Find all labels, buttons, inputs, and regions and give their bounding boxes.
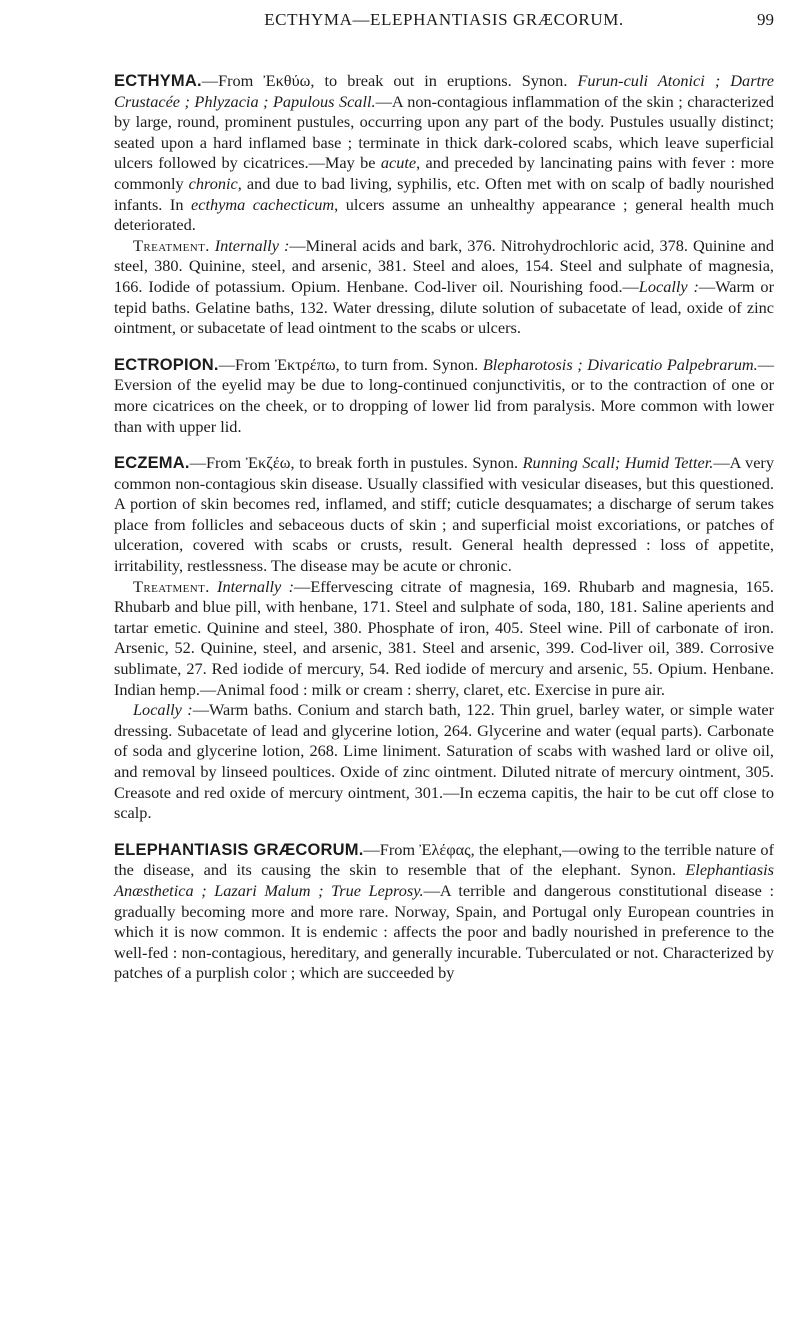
synonyms: Blepharotosis ; Divaricatio Palpebrarum. bbox=[482, 354, 758, 374]
headword: ECTROPION. bbox=[114, 355, 219, 374]
entry-description: ECTHYMA.—From Ἐκθύω, to break out in eruptions. Synon. Furun-culi Atonici ; Dartre Crustacée ; Phlyzacia ; Papulous Scall.—A non-contagious inflammation of the skin ; characterized by large, round, prominent pustules, occurring upon any part of the body. Pustules usually distinct; seated upon a hard inflamed base ; terminate in thick dark-colored scabs, which leave superficial ulcers followed by cicatrices.—May be acute, and preceded by lancinating pains with fever : more commonly chronic, and due to bad living, syphilis, etc. Often met with on scalp of badly nourished infants. In ecthyma cachecticum, ulcers assume an unhealthy appearance ; general health much deteriorated. bbox=[114, 71, 775, 235]
synonyms: Furun-culi Atonici ; Dartre Crustacée ; Phlyzacia ; Papulous Scall. bbox=[114, 71, 775, 111]
entry-description: ECTROPION.—From Ἐκτρέπω, to turn from. Synon. Blepharotosis ; Divaricatio Palpebrarum.—Eversion of the eyelid may be due to long-continued conjunctivitis, or to the contraction of one or more cicatrices on the cheek, or to dropping of lower lid from paralysis. More common with lower than with upper lid. bbox=[114, 354, 774, 436]
headword: ECZEMA. bbox=[114, 454, 190, 473]
synonyms: Running Scall; Humid Tetter. bbox=[522, 453, 714, 473]
headword: ECTHYMA. bbox=[114, 72, 202, 90]
treatment-paragraph: Treatment. Internally :—Effervescing citrate of magnesia, 169. Rhubarb and magnesia, 165. Rhubarb and blue pill, with henbane, 171. Steel and sulphate of soda, 180, 181. Saline aperients and tartar emetic. Quinine and steel, 380. Phosphate of iron, 405. Steel wine. Pill of carbonate of iron. Arsenic, 52. Quinine, steel, and arsenic, 381. Steel and arsenic, 399. Cod-liver oil, 389. Corrosive sublimate, 27. Red iodide of mercury, 54. Red iodide of mercury and arsenic, 55. Opium. Henbane. Indian hemp.—Animal food : milk or cream : sherry, claret, etc. Exercise in pure air. bbox=[114, 576, 774, 699]
page-header bbox=[114, 10, 774, 34]
greek-etymon: Ἐκζέω bbox=[245, 453, 291, 473]
running-head: ECTHYMA—ELEPHANTIASIS GRÆCORUM. bbox=[264, 10, 624, 29]
greek-etymon: Ἐκθύω bbox=[263, 71, 311, 90]
entry-ecthyma bbox=[114, 71, 774, 339]
treatment-label: Treatment. bbox=[133, 235, 210, 255]
local-treatment-paragraph: Locally :—Warm baths. Conium and starch bath, 122. Thin gruel, barley water, or simple water dressing. Subacetate of lead and glycerine lotion, 264. Glycerine and water (equal parts). Carbonate of soda and glycerine lotion, 268. Lime liniment. Saturation of scabs with washed lard or olive oil, and removal by linseed poultices. Oxide of zinc ointment. Diluted nitrate of mercury ointment, 305. Creasote and red oxide of mercury ointment, 301.—In eczema capitis, the hair to be cut off close to scalp. bbox=[114, 700, 775, 823]
entry-ectropion bbox=[114, 355, 774, 437]
entry-description: ECZEMA.—From Ἐκζέω, to break forth in pustules. Synon. Running Scall; Humid Tetter.—A very common non-contagious skin disease. Usually classified with vesicular diseases, but this questioned. A portion of skin becomes red, inflamed, and stiff; cuticle desquamates; a discharge of serum takes place from follicles and sebaceous ducts of skin ; and superficial moist excoriations, or patches of ulceration, covered with scabs or crusts, result. General health depressed : loss of appetite, irritability, restlessness. The disease may be acute or chronic. bbox=[114, 453, 774, 576]
page-number: 99 bbox=[757, 10, 774, 29]
treatment-paragraph: Treatment. Internally :—Mineral acids and bark, 376. Nitrohydrochloric acid, 378. Quinine and steel, 380. Quinine, steel, and arsenic, 381. Steel and aloes, 154. Steel and sulphate of magnesia, 166. Iodide of potassium. Opium. Henbane. Cod-liver oil. Nourishing food.—Locally :—Warm or tepid baths. Gelatine baths, 132. Water dressing, dilute solution of subacetate of lead, oxide of zinc ointment, or subacetate of lead ointment to the scabs or ulcers. bbox=[114, 235, 775, 338]
greek-etymon: Ἐκτρέπω bbox=[274, 354, 336, 374]
greek-etymon: Ἐλέφας bbox=[419, 839, 471, 859]
entry-description: ELEPHANTIASIS GRÆCORUM.—From Ἐλέφας, the elephant,—owing to the terrible nature of the disease, and its causing the skin to resemble that of the elephant. Synon. Elephantiasis Anæsthetica ; Lazari Malum ; True Leprosy.—A terrible and dangerous constitutional disease : gradually becoming more and more rare. Norway, Spain, and Portugal only European countries in which it is now common. It is endemic : affects the poor and badly nourished in preference to the well-fed : non-contagious, hereditary, and generally incurable. Tuberculated or not. Characterized by patches of a purplish color ; which are succeeded by bbox=[114, 839, 774, 983]
page-body bbox=[114, 71, 774, 1000]
entry-eczema bbox=[114, 453, 774, 824]
synonyms: Elephantiasis Anæsthetica ; Lazari Malum ; True Leprosy. bbox=[114, 860, 774, 900]
headword: ELEPHANTIASIS GRÆCORUM. bbox=[114, 840, 364, 859]
treatment-label: Treatment. bbox=[133, 576, 210, 596]
entry-elephantiasis bbox=[114, 840, 774, 984]
